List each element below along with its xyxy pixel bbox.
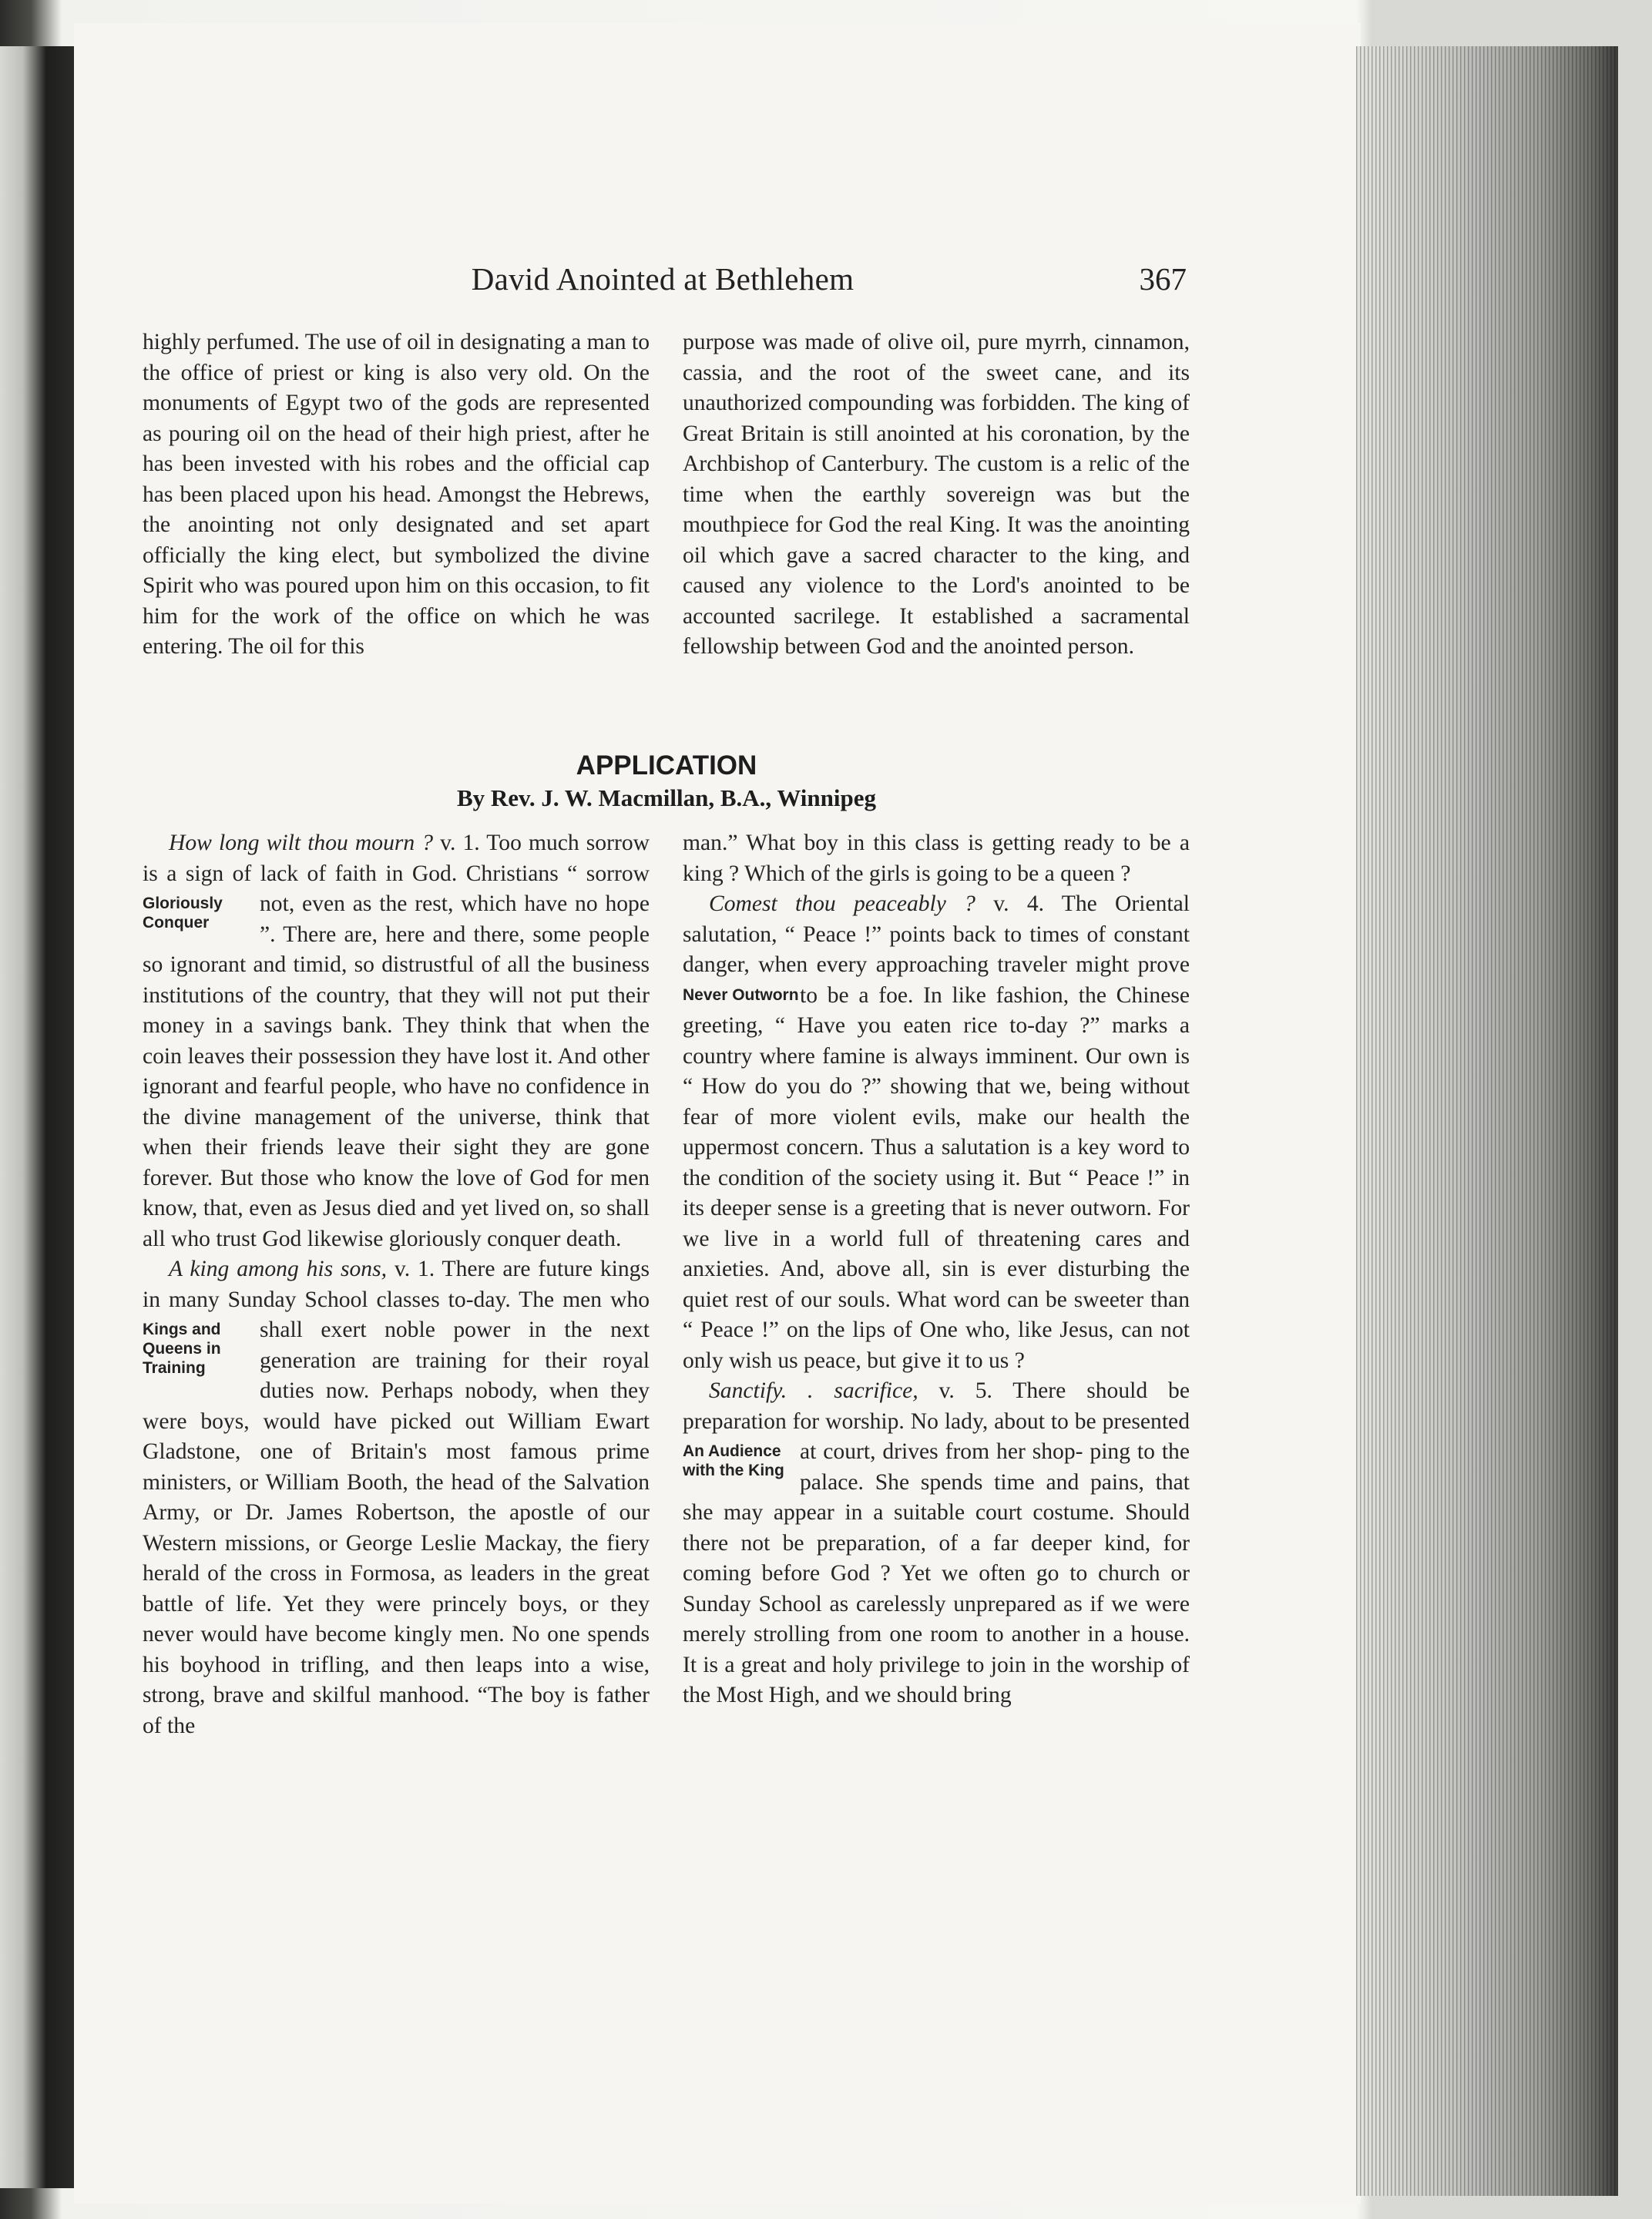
section-heading <box>143 749 1190 814</box>
paragraph-peaceably <box>683 889 1190 1376</box>
top-right-paragraph: purpose was made of olive oil, pure myrrh, cinnamon, cassia, and the root of the sweet cane, and its unauthorized compounding was forbidden. The king of Great Britain is still anointed at his coronation, by the Archbishop of Canterbury. The custom is a relic of the time when the earthly sovereign was but the mouthpiece for God the real King. It was the anointing oil which gave a sacred character to the king, and caused any violence to the Lord's anointed to be accounted sacrilege. It established a sacramental fellowship between God and the anointed person. <box>683 330 1190 659</box>
section-title: APPLICATION <box>576 750 757 781</box>
page-number: 367 <box>1139 261 1187 297</box>
top-left-paragraph: highly perfumed. The use of oil in designating a man to the office of priest or king is also very old. On the monuments of Egypt two of the gods are represented as pouring oil on the head of their high priest, after he has been invested with his robes and the official cap has been placed upon his head. Amongst the Hebrews, the anointing not only designated and set apart officially the king elect, but symbolized the divine Spirit who was poured upon him on this occasion, to fit him for the work of the office on which he was entering. The oil for this <box>143 330 650 659</box>
paragraph-text: which have no hope ”. There are, here and there, some people so ignorant and timid, so distrustful of all the business institutions of the country, that they will not put their money in a savings bank. They think that when the coin leaves their possession they have lost it. And other ignorant and fearful people, who have no confidence in the divine management of the universe, think that when their friends leave their sight they are gone forever. But those who know the love of God for men know, that, even as Jesus died and yet lived on, so shall all who trust God likewise gloriously conquer death. <box>143 891 650 1251</box>
margin-note: An Audience with the King <box>683 1442 784 1479</box>
previous-page-edge <box>0 46 74 2188</box>
paragraph-continuation: man.” What boy in this class is getting ready to be a king ? Which of the girls is going to be a queen ? <box>683 831 1190 886</box>
scripture-lead: How long wilt thou mourn ? <box>169 831 434 855</box>
paragraph-king-among-sons <box>143 1254 650 1741</box>
margin-note: Gloriously Conquer <box>143 895 223 932</box>
section-byline: By Rev. J. W. Macmillan, B.A., Winnipeg <box>456 784 877 811</box>
top-right-column <box>683 327 1190 663</box>
scripture-lead: Sanctify. . sacrifice, <box>709 1378 918 1403</box>
paragraph-text: v. 1. Too much sorrow is a sign of lack of faith in God. Christians “ sorrow not, even as the rest, <box>143 831 650 916</box>
paragraph-text: next generation are training for their royal duties now. Perhaps nobody, when they were boys, would have picked out William Ewart Gladstone, one of Britain's most famous prime ministers, or William Booth, the head of the Salvation Army, or Dr. James Robertson, the apostle of our Western missions, or George Leslie Mackay, the fiery herald of the cross in Formosa, as leaders in the great battle of life. Yet they were princely boys, or they never would have become kingly men. No one spends his boyhood in trifling, and then leaps into a wise, strong, brave and skilful manhood. “The boy is father of the <box>143 1318 650 1738</box>
paragraph-text: v. 1. There are future kings in many Sunday School classes to-day. The men who shall exert noble power in the <box>143 1257 650 1342</box>
paragraph-text: In like fashion, the Chinese greeting, “ Have you eaten rice to-day ?” marks a country where famine is always imminent. Our own is “ How do you do ?” showing that we, being without fear of more violent evils, make our health the uppermost concern. Thus a salutation is a key word to the condition of the society using it. But “ Peace !” in its deeper sense is a greeting that is never outworn. For we live in a world full of threatening cares and anxieties. And, above all, sin is ever disturbing the quiet rest of our souls. What word can be sweeter than “ Peace !” on the lips of One who, like Jesus, can not only wish us peace, but give it to us ? <box>683 982 1190 1373</box>
scripture-lead: A king among his sons, <box>169 1257 388 1281</box>
top-left-column <box>143 327 650 663</box>
page-fore-edge <box>1356 46 1618 2196</box>
scripture-lead: Comest thou peaceably ? <box>709 891 975 916</box>
application-left-column <box>143 828 650 1741</box>
running-head <box>139 260 1187 307</box>
running-title: David Anointed at Bethlehem <box>471 261 855 297</box>
paragraph-text: v. 4. The Oriental salutation, “ Peace !” points back to times of constant danger, when every approaching traveler might prove to be a foe. <box>683 891 1190 1008</box>
paragraph-text: v. 5. There should be preparation for worship. No lady, about to be presented at court, drives from her shop- <box>683 1378 1190 1464</box>
margin-note: Never Outworn <box>683 985 799 1004</box>
paragraph-sanctify <box>683 1376 1190 1711</box>
paragraph-mourn <box>143 828 650 1254</box>
paragraph-text: ping to the palace. She spends time and pains, that she may appear in a suitable court costume. Should there not be preparation, of a far deeper kind, for coming before God ? Yet we often go to church or Sunday School as carelessly unprepared as if we were merely strolling from one room to another in a house. It is a great and holy privilege to join in the worship of the Most High, and we should bring <box>683 1439 1190 1707</box>
application-right-column <box>683 828 1190 1711</box>
margin-note: Kings and Queens in Training <box>143 1321 221 1377</box>
